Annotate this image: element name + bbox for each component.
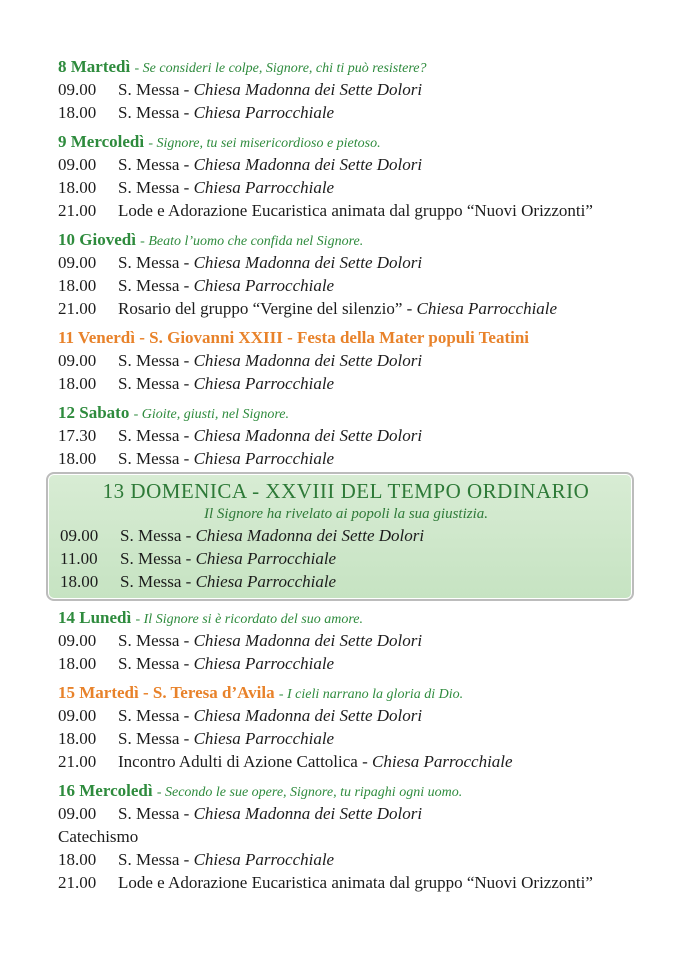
- day-motto: - Secondo le sue opere, Signore, tu ripaghi ogni uomo.: [156, 785, 463, 800]
- day-title: 14 Lunedì: [58, 608, 132, 627]
- schedule-row: 11.00 S. Messa - Chiesa Parrocchiale: [60, 549, 337, 568]
- schedule-row: 09.00 S. Messa - Chiesa Madonna dei Sette Dolori: [58, 706, 423, 725]
- day-motto: - Signore, tu sei misericordioso e pietoso.: [148, 136, 381, 151]
- sunday-title: 13 DOMENICA - XXVIII DEL TEMPO ORDINARIO: [102, 479, 590, 503]
- day-14: [58, 607, 638, 675]
- day-motto: - Il Signore si è ricordato del suo amore.: [135, 612, 363, 627]
- day-motto: - I cieli narrano la gloria di Dio.: [278, 687, 464, 702]
- day-motto: - Beato l’uomo che confida nel Signore.: [140, 234, 364, 249]
- day-title: 15 Martedì - S. Teresa d’Avila: [58, 683, 275, 702]
- schedule-row: 09.00 S. Messa - Chiesa Madonna dei Sette Dolori: [58, 80, 423, 99]
- schedule-row: 21.00 Incontro Adulti di Azione Cattolica - Chiesa Parrocchiale: [58, 752, 513, 771]
- schedule-row: 21.00 Lode e Adorazione Eucaristica animata dal gruppo “Nuovi Orizzonti”: [58, 201, 593, 220]
- schedule-row: 18.00 S. Messa - Chiesa Parrocchiale: [58, 178, 335, 197]
- catechism-note: Catechismo: [58, 827, 139, 846]
- schedule-row: 09.00 S. Messa - Chiesa Madonna dei Sette Dolori: [58, 631, 423, 650]
- schedule-row: 18.00 S. Messa - Chiesa Parrocchiale: [58, 449, 335, 468]
- schedule-row: 18.00 S. Messa - Chiesa Parrocchiale: [58, 729, 335, 748]
- schedule-row: 18.00 S. Messa - Chiesa Parrocchiale: [58, 654, 335, 673]
- schedule-row: 18.00 S. Messa - Chiesa Parrocchiale: [58, 374, 335, 393]
- sunday-motto: Il Signore ha rivelato ai popoli la sua giustizia.: [203, 506, 489, 522]
- day-9: [58, 131, 638, 222]
- day-title: 9 Mercoledì: [58, 132, 145, 151]
- schedule-row: 18.00 S. Messa - Chiesa Parrocchiale: [58, 850, 335, 869]
- day-title: 11 Venerdì - S. Giovanni XXIII - Festa della Mater populi Teatini: [58, 328, 530, 347]
- schedule-row: 21.00 Lode e Adorazione Eucaristica animata dal gruppo “Nuovi Orizzonti”: [58, 873, 593, 892]
- schedule-row: 21.00 Rosario del gruppo “Vergine del silenzio” - Chiesa Parrocchiale: [58, 299, 558, 318]
- day-12: [58, 402, 638, 470]
- schedule-row: 09.00 S. Messa - Chiesa Madonna dei Sette Dolori: [58, 253, 423, 272]
- day-title: 16 Mercoledì: [58, 781, 153, 800]
- day-8: [58, 56, 638, 124]
- schedule-row: 09.00 S. Messa - Chiesa Madonna dei Sette Dolori: [58, 155, 423, 174]
- schedule-row: 09.00 S. Messa - Chiesa Madonna dei Sette Dolori: [60, 526, 425, 545]
- day-title: 12 Sabato: [58, 403, 130, 422]
- schedule-page: [58, 56, 638, 901]
- schedule-row: 17.30 S. Messa - Chiesa Madonna dei Sette Dolori: [58, 426, 423, 445]
- day-11: [58, 327, 638, 395]
- schedule-row: 18.00 S. Messa - Chiesa Parrocchiale: [58, 103, 335, 122]
- schedule-row: 09.00 S. Messa - Chiesa Madonna dei Sette Dolori: [58, 351, 423, 370]
- day-title: 8 Martedì: [58, 57, 131, 76]
- schedule-row: 09.00 S. Messa - Chiesa Madonna dei Sette Dolori: [58, 804, 423, 823]
- day-15: [58, 682, 638, 773]
- day-motto: - Se consideri le colpe, Signore, chi ti può resistere?: [134, 61, 427, 76]
- sunday-box: [46, 472, 634, 601]
- day-10: [58, 229, 638, 320]
- schedule-row: 18.00 S. Messa - Chiesa Parrocchiale: [60, 572, 337, 591]
- day-title: 10 Giovedì: [58, 230, 136, 249]
- schedule-row: 18.00 S. Messa - Chiesa Parrocchiale: [58, 276, 335, 295]
- day-16: [58, 780, 638, 894]
- day-motto: - Gioite, giusti, nel Signore.: [133, 407, 289, 422]
